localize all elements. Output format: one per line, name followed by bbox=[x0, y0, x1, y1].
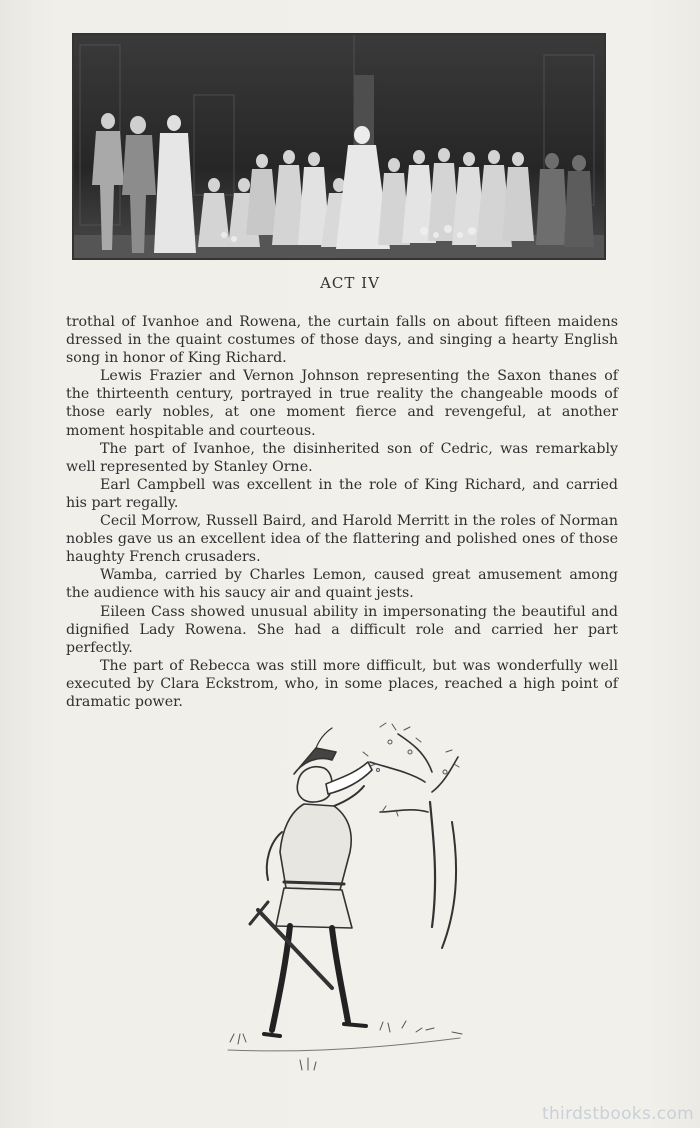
paragraph: Cecil Morrow, Russell Baird, and Harold Merritt in the roles of Norman nobles gave us an excellent idea of the flattering and polished ones of those haughty French crusaders. bbox=[66, 513, 618, 566]
paragraph: Earl Campbell was excellent in the role of King Richard, and carried his part regally. bbox=[66, 476, 618, 511]
article-body bbox=[66, 313, 618, 711]
paragraph: Lewis Frazier and Vernon Johnson representing the Saxon thanes of the thirteenth century, portrayed in true reality the changeable moods of those early nobles, at one moment fierce and revengeful, at another moment hospitable and courteous. bbox=[66, 368, 618, 439]
paragraph: The part of Rebecca was still more difficult, but was wonderfully well executed by Clara Eckstrom, who, in some places, reached a high point of dramatic power. bbox=[66, 657, 618, 710]
paragraph: trothal of Ivanhoe and Rowena, the curtain falls on about fifteen maidens dressed in the quaint costumes of those days, and singing a hearty English song in honor of King Richard. bbox=[66, 314, 618, 367]
hornblower-illustration bbox=[220, 712, 480, 1082]
photo-caption: ACT IV bbox=[320, 274, 380, 292]
paragraph: Wamba, carried by Charles Lemon, caused great amusement among the audience with his saucy air and quaint jests. bbox=[66, 567, 618, 602]
paragraph: Eileen Cass showed unusual ability in impersonating the beautiful and dignified Lady Rowena. She had a difficult role and carried her part perfectly. bbox=[66, 603, 618, 656]
stage-photograph bbox=[72, 33, 606, 260]
paragraph: The part of Ivanhoe, the disinherited son of Cedric, was remarkably well represented by Stanley Orne. bbox=[66, 440, 618, 475]
watermark: thirdstbooks.com bbox=[542, 1104, 694, 1124]
